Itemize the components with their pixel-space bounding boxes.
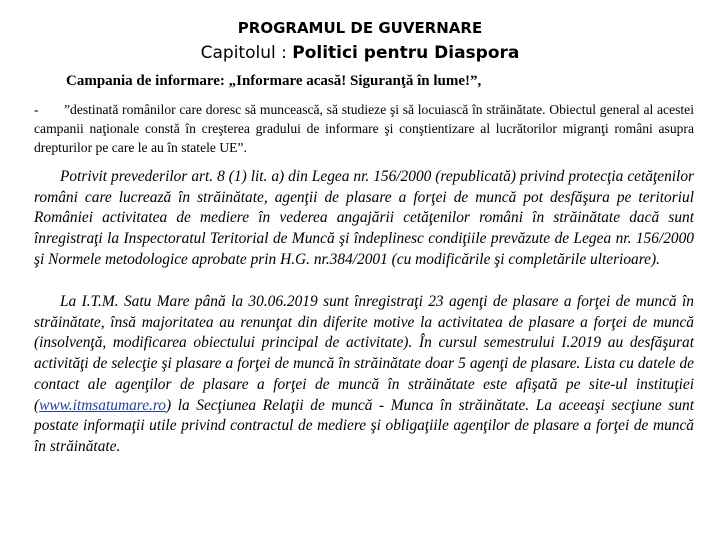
campaign-heading: Campania de informare: „Informare acasă! Siguranţă în lume!”, (66, 73, 482, 89)
campaign-description-text: ”destinată românilor care doresc să muncească, să studieze şi să locuiască în străinătate. Obiectul general al acestei campanii naţionale constă în creşterea gradului de informare şi conştientizare al lucrătorilor migranţi români asupra drepturilor pe care le au în statele UE”. (34, 102, 694, 155)
website-link[interactable]: www.itmsatumare.ro (39, 396, 166, 414)
chapter-title (0, 43, 720, 63)
itm-paragraph (34, 292, 694, 458)
program-title: PROGRAMUL DE GUVERNARE (237, 19, 483, 37)
law-paragraph: Potrivit prevederilor art. 8 (1) lit. a) din Legea nr. 156/2000 (republicată) privind protecţia cetăţenilor români care lucrează în străinătate, agenţii de plasare a forţei de muncă pot desfăşura pe teritoriul României activitatea de mediere în vederea angajării cetăţenilor români în străinătate dacă sunt înregistraţi la Inspectoratul Teritorial de Muncă şi îndeplinesc condiţiile prevăzute de Legea nr. 156/2000 şi Normele metodologice aprobate prin H.G. nr.384/2001 (cu modificările şi completările ulterioare). (34, 168, 694, 268)
itm-paragraph-text-end: ) la Secţiunea Relaţii de muncă - Munca în străinătate. La aceeaşi secţiune sunt postate informaţii utile privind contractul de mediere şi obligaţiile agenţilor de plasare a forţei de muncă în străinătate. (34, 396, 694, 455)
chapter-prefix: Capitolul : (200, 43, 293, 63)
chapter-name: Politici pentru Diaspora (292, 43, 520, 63)
bullet-dash: - (34, 102, 39, 117)
campaign-description (34, 100, 694, 157)
itm-paragraph-text-start: La I.T.M. Satu Mare până la 30.06.2019 sunt înregistraţi 23 agenţi de plasare a forţei de muncă în străinătate, însă majoritatea au renunţat din diferite motive la activitatea de plasare a forţei de muncă (insolvenţă, modificarea obiectului principal de activitate). În cursul semestrului I.2019 au desfăşurat activităţi de selecţie şi plasare a forţei de muncă în străinătate doar 5 agenţi de plasare. Lista cu datele de contact ale agenţilor de plasare a forţei de muncă în străinătate este afişată pe site-ul instituţiei ( (34, 293, 694, 414)
